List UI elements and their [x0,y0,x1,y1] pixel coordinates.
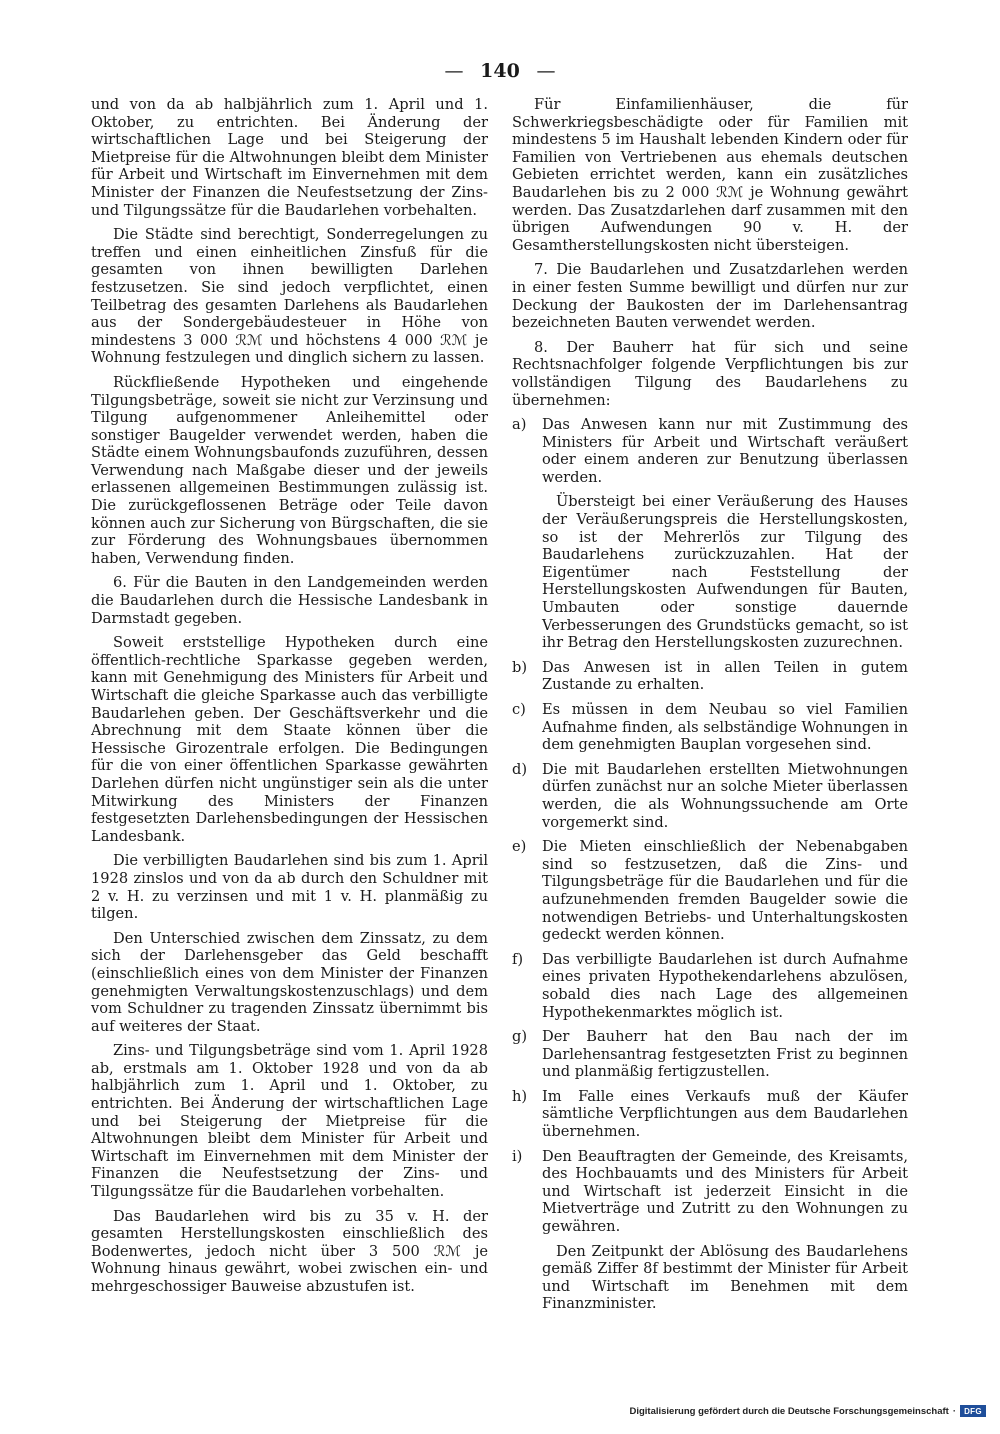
list-item [512,1148,908,1236]
paragraph: 6. Für die Bauten in den Landgemeinden werden die Baudarlehen durch die Hessische Landesbank in Darmstadt gegeben. [91,574,488,627]
list-item-label: c) [512,701,526,718]
list-item-label: f) [512,950,524,968]
list-item-text: Das verbilligte Baudarlehen ist durch Aufnahme eines privaten Hypothekendarlehens abzulösen, sobald dies nach Lage des allgemeinen Hypothekenmarktes möglich ist. [542,950,908,1021]
list-item-label: i) [512,1147,523,1165]
list-item-text: Im Falle eines Verkaufs muß der Käufer sämtliche Verpflichtungen aus dem Baudarlehen übernehmen. [542,1087,908,1141]
page-header [0,60,1000,82]
paragraph: Rückfließende Hypotheken und eingehende Tilgungsbeträge, soweit sie nicht zur Verzinsung und Tilgung aufgenommener Anleihemittel oder sonstiger Baugelder verwendet werden, haben die Städte einem Wohnungsbaufonds zuzuführen, dessen Verwendung nach Maßgabe dieser und der jeweils erlassenen allgemeinen Bestimmungen zulässig ist. Die zurückgeflossenen Beträge oder Teile davon können auch zur Sicherung von Bürgschaften, die sie zur Förderung des Wohnungsbaues übernommen haben, Verwendung finden. [91,373,488,567]
dfg-logo-icon: DFG [960,1405,986,1417]
list-item [512,659,908,694]
right-column [512,96,908,1320]
list-item-text: Es müssen in dem Neubau so viel Familien Aufnahme finden, als selbständige Wohnungen in dem genehmigten Bauplan vorgesehen sind. [542,701,908,754]
list-item-label: h) [512,1087,528,1105]
header-dash-left: — [444,60,464,82]
list-item [512,701,908,754]
list-item [512,1028,908,1081]
list-item-label: g) [512,1028,528,1046]
paragraph: 7. Die Baudarlehen und Zusatzdarlehen werden in einer festen Summe bewilligt und dürfen nur zur Deckung der Baukosten der im Darlehensantrag bezeichneten Bauten verwendet werden. [512,261,908,332]
paragraph: Die verbilligten Baudarlehen sind bis zum 1. April 1928 zinslos und von da ab durch den Schuldner mit 2 v. H. zu verzinsen und mit 1 v. H. planmäßig zu tilgen. [91,852,488,923]
list-item-text: Das Anwesen kann nur mit Zustimmung des Ministers für Arbeit und Wirtschaft veräußert oder einem anderen zur Benutzung überlassen werden. [542,416,908,486]
header-dash-right: — [536,60,556,82]
list-item [512,761,908,831]
list-item-label: d) [512,760,528,778]
paragraph: Das Baudarlehen wird bis zu 35 v. H. der gesamten Herstellungskosten einschließlich des Bodenwertes, jedoch nicht über 3 500 ℛℳ je Wohnung hinaus gewährt, wobei zwischen ein- und mehrgeschossiger Bauweise abzustufen ist. [91,1207,488,1295]
list-item-subparagraph: Übersteigt bei einer Veräußerung des Hauses der Veräußerungspreis die Herstellungskosten, so ist der Mehrerlös zur Tilgung des Baudarlehens zurückzuzahlen. Hat der Eigentümer nach Feststellung der Herstellungskosten Aufwendungen für Bauten, Umbauten oder sonstige dauernde Verbesserungen des Grundstücks gemacht, so ist ihr Betrag den Herstellungskosten zuzurechnen. [542,493,908,652]
paragraph: Die Städte sind berechtigt, Sonderregelungen zu treffen und einen einheitlichen Zinsfuß für die gesamten von ihnen bewilligten Darlehen festzusetzen. Sie sind jedoch verpflichtet, einen Teilbetrag des gesamten Darlehens als Baudarlehen aus der Sondergebäudesteuer in Höhe von mindestens 3 000 ℛℳ und höchstens 4 000 ℛℳ je Wohnung festzulegen und dinglich sichern zu lassen. [91,226,488,367]
page-number: 140 [480,60,520,82]
left-column [91,96,488,1303]
list-item-label: a) [512,416,527,434]
list-item-text: Die mit Baudarlehen erstellten Mietwohnungen dürfen zunächst nur an solche Mieter überlassen werden, die als Wohnungssuchende am Orte vorgemerkt sind. [542,760,908,831]
closing-paragraph: Den Zeitpunkt der Ablösung des Baudarlehens gemäß Ziffer 8f bestimmt der Minister für Arbeit und Wirtschaft im Benehmen mit dem Finanzminister. [542,1242,908,1313]
list-item-text: Das Anwesen ist in allen Teilen in gutem Zustande zu erhalten. [542,658,908,694]
list-item-text: Den Beauftragten der Gemeinde, des Kreisamts, des Hochbauamts und des Ministers für Arbeit und Wirtschaft ist jederzeit Einsicht in die Mietverträge und Zutritt zu den Wohnungen zu gewähren. [542,1147,908,1236]
list-item [512,1088,908,1141]
paragraph: Soweit erststellige Hypotheken durch eine öffentlich-rechtliche Sparkasse gegeben werden, kann mit Genehmigung des Ministers für Arbeit und Wirtschaft die gleiche Sparkasse auch das verbilligte Baudarlehen geben. Der Geschäftsverkehr und die Abrechnung mit dem Staate können über die Hessische Girozentrale erfolgen. Die Bedingungen für die von einer öffentlichen Sparkasse gewährten Darlehen dürfen nicht ungünstiger sein als die unter Mitwirkung des Ministers der Finanzen festgesetzten Darlehensbedingungen der Hessischen Landesbank. [91,634,488,845]
list-item-label: b) [512,658,528,676]
list-item-label: e) [512,838,527,856]
list-item [512,838,908,944]
footer [629,1405,986,1417]
list-item-text: Die Mieten einschließlich der Nebenabgaben sind so festzusetzen, daß die Zins- und Tilgungsbeträge für die Baudarlehen und für die aufzunehmenden fremden Baugelder sowie die notwendigen Betriebs- und Unterhaltungskosten gedeckt werden können. [542,838,908,944]
list-item [512,416,908,486]
paragraph: Für Einfamilienhäuser, die für Schwerkriegsbeschädigte oder für Familien mit mindestens 5 im Haushalt lebenden Kindern oder für Familien von Vertriebenen aus ehemals deutschen Gebieten errichtet werden, kann ein zusätzliches Baudarlehen bis zu 2 000 ℛℳ je Wohnung gewährt werden. Das Zusatzdarlehen darf zusammen mit den übrigen Aufwendungen 90 v. H. der Gesamtherstellungskosten nicht übersteigen. [512,96,908,254]
paragraph: Zins- und Tilgungsbeträge sind vom 1. April 1928 ab, erstmals am 1. Oktober 1928 und von da ab halbjährlich zum 1. April und 1. Oktober, zu entrichten. Bei Änderung der wirtschaftlichen Lage und bei Steigerung der Mietpreise für die Altwohnungen bleibt dem Minister für Arbeit und Wirtschaft im Einvernehmen mit dem Minister der Finanzen die Neufestsetzung der Zins- und Tilgungssätze für die Baudarlehen vorbehalten. [91,1042,488,1201]
footer-credit: Digitalisierung gefördert durch die Deutsche Forschungsgemeinschaft [629,1405,949,1417]
list-item [512,951,908,1021]
paragraph: und von da ab halbjährlich zum 1. April und 1. Oktober, zu entrichten. Bei Änderung der wirtschaftlichen Lage und bei Steigerung der Mietpreise für die Altwohnungen bleibt dem Minister für Arbeit und Wirtschaft im Einvernehmen mit dem Minister der Finanzen die Neufestsetzung der Zins- und Tilgungssätze für die Baudarlehen vorbehalten. [91,96,488,219]
paragraph: 8. Der Bauherr hat für sich und seine Rechtsnachfolger folgende Verpflichtungen bis zur vollständigen Tilgung des Baudarlehens zu übernehmen: [512,338,908,409]
paragraph: Den Unterschied zwischen dem Zinssatz, zu dem sich der Darlehensgeber das Geld beschafft (einschließlich eines von dem Minister der Finanzen genehmigten Verwaltungskostenzuschlags) und dem vom Schuldner zu tragenden Zinssatz übernimmt bis auf weiteres der Staat. [91,929,488,1035]
list-item-text: Der Bauherr hat den Bau nach der im Darlehensantrag festgesetzten Frist zu beginnen und planmäßig fertigzustellen. [542,1028,908,1081]
footer-separator: · [952,1405,956,1417]
